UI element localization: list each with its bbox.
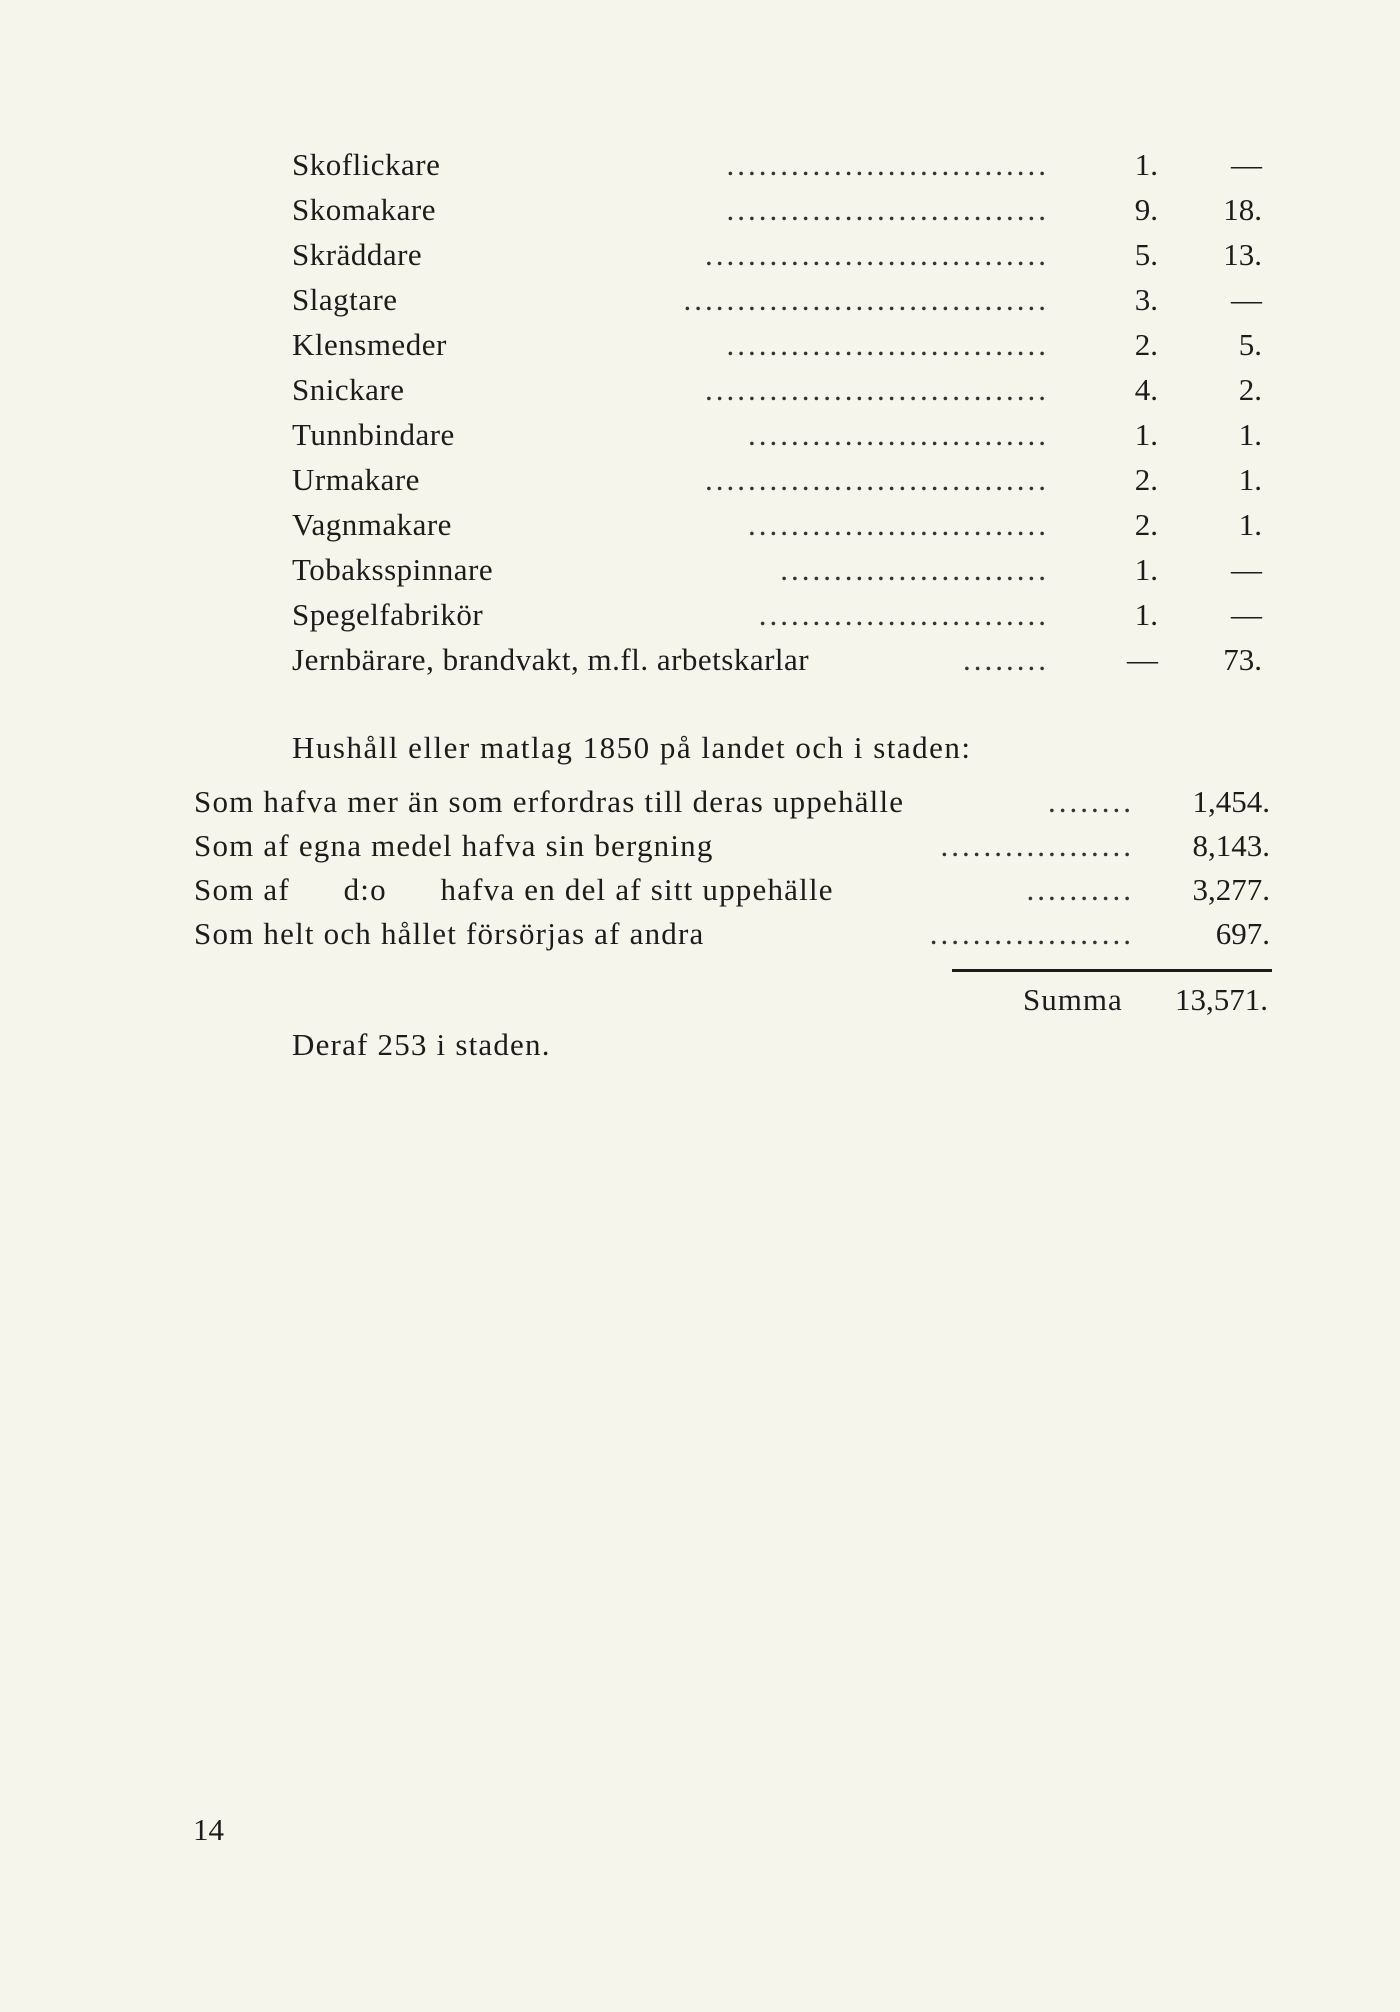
trade-row: [292, 322, 1272, 367]
trade-count-1: 2.: [1134, 462, 1158, 497]
trade-row: [292, 457, 1272, 502]
household-row: [194, 824, 1274, 868]
trade-count-1: 1.: [1134, 147, 1158, 182]
household-label: Som af d:o hafva en del af sitt uppehälle: [194, 872, 834, 907]
leader-dots: ..............................: [726, 147, 1049, 182]
trade-row: [292, 187, 1272, 232]
trade-name: Jernbärare, brandvakt, m.fl. arbetskarlar: [292, 642, 810, 677]
leader-dots: ................................: [705, 237, 1049, 272]
trade-row: [292, 277, 1272, 322]
trade-count-1: 5.: [1134, 237, 1158, 272]
trade-row: [292, 502, 1272, 547]
summa-value: 13,571.: [1175, 982, 1268, 1017]
household-list: [194, 780, 1274, 956]
leader-dots: .........................: [780, 552, 1049, 587]
leader-dots: ............................: [748, 417, 1049, 452]
page-number: 14: [193, 1812, 224, 1847]
trade-count-2: 73.: [1223, 642, 1262, 677]
trade-row: [292, 592, 1272, 637]
trade-count-2: 13.: [1223, 237, 1262, 272]
leader-dots: ..........: [1026, 872, 1134, 907]
leader-dots: ............................: [748, 507, 1049, 542]
summa-row: [900, 977, 1272, 1023]
leader-dots: ..................................: [683, 282, 1049, 317]
trade-row: [292, 412, 1272, 457]
trade-count-1: 1.: [1134, 552, 1158, 587]
trade-count-1: 1.: [1134, 597, 1158, 632]
trade-count-2: 1.: [1238, 417, 1262, 452]
trade-row: [292, 637, 1272, 682]
leader-dots: ..................: [940, 828, 1134, 863]
household-row: [194, 868, 1274, 912]
trade-count-2: 1.: [1238, 462, 1262, 497]
trade-count-1: 2.: [1134, 327, 1158, 362]
leader-dots: ........: [963, 642, 1049, 677]
household-value: 8,143.: [1192, 828, 1270, 863]
sum-rule: [952, 969, 1272, 972]
trade-name: Snickare: [292, 372, 405, 407]
leader-dots: ...........................: [758, 597, 1049, 632]
footnote: Deraf 253 i staden.: [292, 1027, 551, 1062]
trade-name: Spegelfabrikör: [292, 597, 484, 632]
trade-name: Skräddare: [292, 237, 423, 272]
household-value: 1,454.: [1192, 784, 1270, 819]
trade-count-2: —: [1231, 552, 1262, 587]
trade-name: Urmakare: [292, 462, 420, 497]
trade-name: Vagnmakare: [292, 507, 452, 542]
trade-count-1: 9.: [1134, 192, 1158, 227]
leader-dots: ..............................: [726, 327, 1049, 362]
trade-count-1: 3.: [1134, 282, 1158, 317]
household-label: Som af egna medel hafva sin bergning: [194, 828, 714, 863]
trade-count-1: —: [1127, 642, 1158, 677]
household-label: Som hafva mer än som erfordras till deras uppehälle: [194, 784, 905, 819]
leader-dots: ................................: [705, 462, 1049, 497]
trade-count-2: 18.: [1223, 192, 1262, 227]
household-label: Som helt och hållet försörjas af andra: [194, 916, 705, 951]
trade-count-2: 2.: [1238, 372, 1262, 407]
leader-dots: ...................: [929, 916, 1134, 951]
trade-name: Slagtare: [292, 282, 398, 317]
household-row: [194, 912, 1274, 956]
trade-count-1: 2.: [1134, 507, 1158, 542]
trade-count-2: —: [1231, 597, 1262, 632]
summa-label: Summa: [1023, 982, 1123, 1017]
trade-row: [292, 142, 1272, 187]
leader-dots: ................................: [705, 372, 1049, 407]
trade-count-1: 1.: [1134, 417, 1158, 452]
trade-row: [292, 367, 1272, 412]
trade-count-2: 1.: [1238, 507, 1262, 542]
trade-count-2: —: [1231, 282, 1262, 317]
trade-row: [292, 232, 1272, 277]
trade-count-2: 5.: [1238, 327, 1262, 362]
household-row: [194, 780, 1274, 824]
leader-dots: ..............................: [726, 192, 1049, 227]
trade-name: Klensmeder: [292, 327, 447, 362]
trade-name: Tunnbindare: [292, 417, 455, 452]
household-value: 3,277.: [1192, 872, 1270, 907]
trade-name: Skoflickare: [292, 147, 441, 182]
leader-dots: ........: [1048, 784, 1134, 819]
trade-count-2: —: [1231, 147, 1262, 182]
trade-name: Tobaksspinnare: [292, 552, 494, 587]
trade-count-1: 4.: [1134, 372, 1158, 407]
section-heading: Hushåll eller matlag 1850 på landet och i staden:: [292, 730, 972, 765]
trade-name: Skomakare: [292, 192, 436, 227]
trade-row: [292, 547, 1272, 592]
household-value: 697.: [1215, 916, 1270, 951]
trade-list: [292, 142, 1272, 682]
